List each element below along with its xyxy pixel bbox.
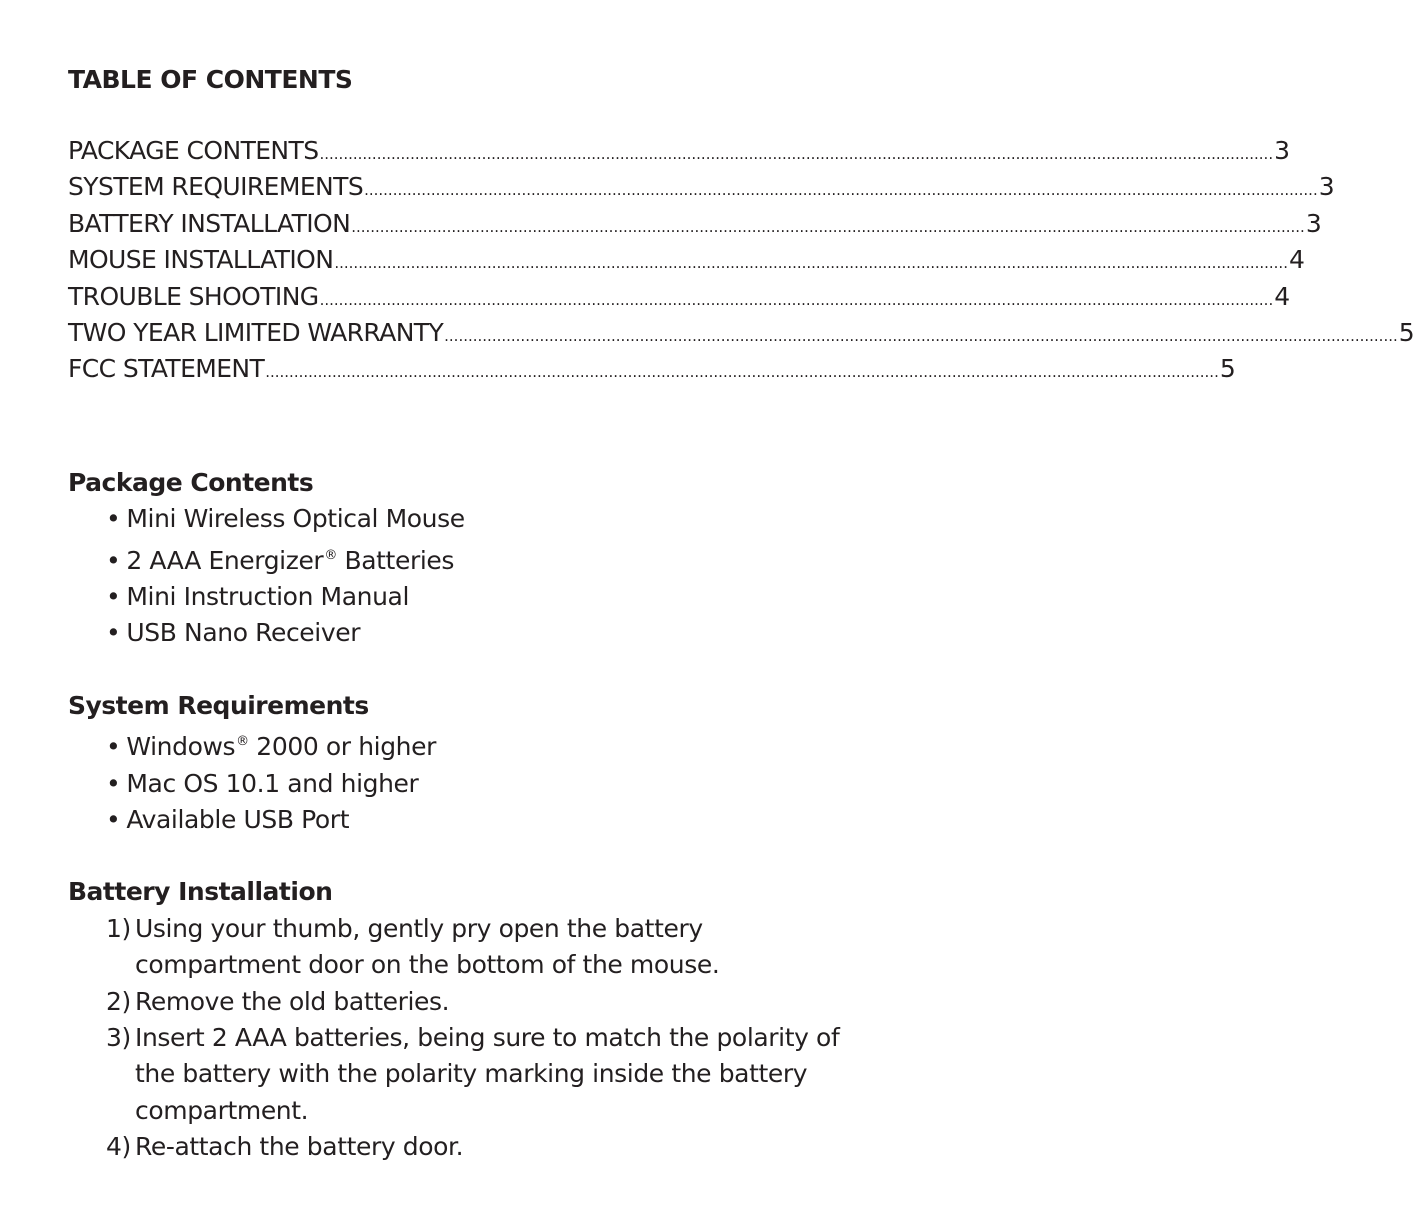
toc-entry[interactable]	[68, 136, 1290, 172]
step-number: 4)	[106, 1132, 131, 1162]
manual-page	[68, 62, 1414, 1166]
toc-entry-page: 5	[1219, 354, 1236, 384]
registered-mark: ®	[236, 734, 249, 750]
system-requirements-list	[68, 724, 882, 838]
toc-list	[68, 136, 1414, 391]
toc-dot-leader: ........................................................................................................................................................................................................	[444, 326, 1398, 345]
toc-entry-label: PACKAGE CONTENTS	[68, 136, 319, 165]
list-item	[106, 538, 882, 579]
toc-entry[interactable]	[68, 208, 1322, 245]
step-item	[106, 1020, 882, 1129]
list-item-text: Mac OS 10.1 and higher	[126, 768, 419, 798]
step-number: 3)	[106, 1023, 131, 1053]
toc-entry-page: 3	[1274, 136, 1290, 165]
toc-entry[interactable]	[68, 172, 1335, 208]
toc-dot-leader: ........................................................................................................................................................................................................	[265, 363, 1219, 382]
toc-entry-page: 3	[1318, 172, 1335, 202]
toc-entry-label: SYSTEM REQUIREMENTS	[68, 172, 364, 202]
bullet-icon: •	[106, 732, 121, 762]
list-item	[106, 615, 882, 651]
toc-title: TABLE OF CONTENTS	[68, 65, 353, 94]
bullet-icon: •	[106, 581, 121, 611]
toc-entry-page: 5	[1398, 317, 1414, 347]
battery-installation-steps	[68, 911, 882, 1166]
battery-installation-section	[68, 874, 882, 1165]
toc-dot-leader: ........................................................................................................................................................................................................	[364, 181, 1318, 200]
package-contents-section	[68, 465, 882, 652]
list-item-text-suffix: Batteries	[336, 545, 454, 575]
toc-entry[interactable]	[68, 245, 1305, 281]
step-text: Remove the old batteries.	[135, 986, 450, 1016]
bullet-icon: •	[106, 618, 121, 648]
toc-entry[interactable]	[68, 317, 1414, 354]
list-item-text: 2 AAA Energizer	[126, 545, 324, 575]
toc-entry[interactable]	[68, 281, 1290, 318]
step-item	[106, 1129, 882, 1165]
toc-dot-leader: ........................................................................................................................................................................................................	[319, 290, 1274, 309]
step-number: 2)	[106, 986, 131, 1016]
toc-entry-page: 3	[1305, 208, 1322, 238]
toc-entry-label: MOUSE INSTALLATION	[68, 245, 334, 275]
toc-entry-label: TROUBLE SHOOTING	[68, 281, 319, 311]
toc-dot-leader: ........................................................................................................................................................................................................	[319, 145, 1274, 163]
toc-entry-page: 4	[1288, 245, 1305, 275]
step-item	[106, 911, 882, 984]
list-item-text: USB Nano Receiver	[126, 618, 361, 648]
step-text: Using your thumb, gently pry open the battery compartment door on the bottom of the mouse.	[135, 913, 720, 980]
toc-entry-label: FCC STATEMENT	[68, 354, 265, 384]
registered-mark: ®	[324, 547, 337, 563]
bullet-icon: •	[106, 504, 121, 534]
step-text: Insert 2 AAA batteries, being sure to match the polarity of the battery with the polarity marking inside the battery compartment.	[135, 1023, 840, 1125]
toc-entry-page: 4	[1274, 281, 1290, 311]
section-heading: System Requirements	[68, 690, 369, 720]
toc-dot-leader: ........................................................................................................................................................................................................	[334, 254, 1288, 273]
step-number: 1)	[106, 913, 131, 943]
section-heading: Battery Installation	[68, 877, 333, 907]
list-item	[106, 802, 882, 838]
system-requirements-section	[68, 688, 882, 839]
step-item	[106, 984, 882, 1020]
toc-entry-label: TWO YEAR LIMITED WARRANTY	[68, 317, 444, 347]
list-item-text-suffix: 2000 or higher	[248, 732, 436, 762]
toc-entry[interactable]	[68, 354, 1236, 390]
toc-entry-label: BATTERY INSTALLATION	[68, 208, 351, 238]
list-item-text: Available USB Port	[126, 804, 350, 834]
bullet-icon: •	[106, 768, 121, 798]
list-item-text: Mini Instruction Manual	[126, 581, 410, 611]
list-item	[106, 724, 882, 765]
list-item	[106, 766, 882, 802]
list-item-text: Mini Wireless Optical Mouse	[126, 504, 465, 534]
step-text: Re-attach the battery door.	[135, 1132, 464, 1162]
bullet-icon: •	[106, 545, 121, 575]
section-heading: Package Contents	[68, 467, 314, 497]
list-item	[106, 501, 882, 537]
package-contents-list	[68, 501, 882, 652]
list-item-text: Windows	[126, 732, 236, 762]
toc-dot-leader: ........................................................................................................................................................................................................	[351, 217, 1305, 236]
list-item	[106, 579, 882, 615]
bullet-icon: •	[106, 804, 121, 834]
